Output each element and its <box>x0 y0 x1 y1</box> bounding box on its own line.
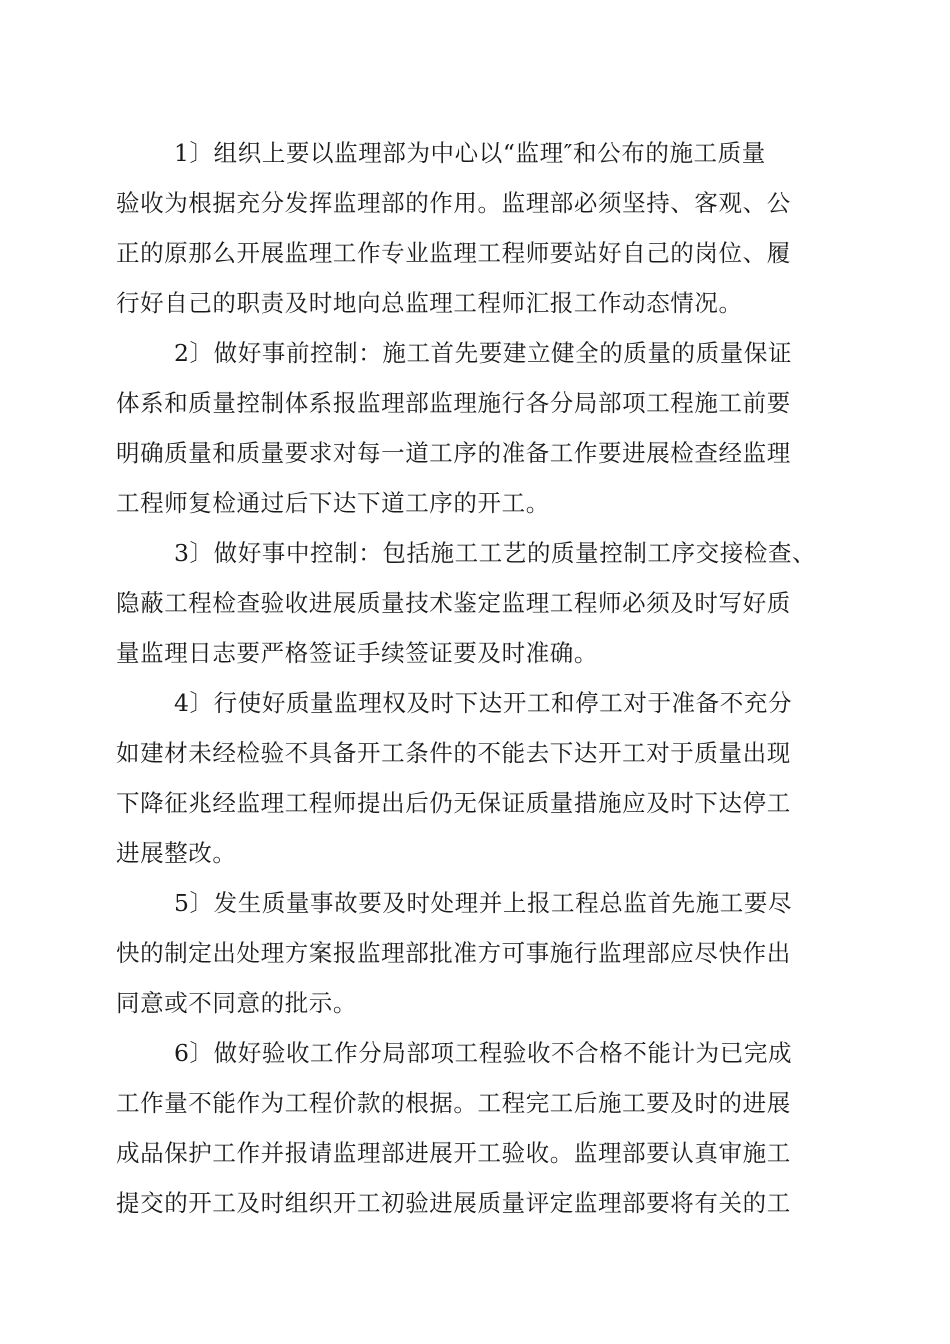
paragraph-line: 4〕行使好质量监理权及时下达开工和停工对于准备不充分 <box>174 689 793 717</box>
paragraph-line: 工作量不能作为工程价款的根据。工程完工后施工要及时的进展 <box>116 1089 791 1117</box>
paragraph-line: 2〕做好事前控制：施工首先要建立健全的质量的质量保证 <box>174 339 793 367</box>
paragraph-line: 3〕做好事中控制：包括施工工艺的质量控制工序交接检查、 <box>174 539 817 567</box>
paragraph-3 <box>116 528 840 678</box>
paragraph-line: 行好自己的职责及时地向总监理工程师汇报工作动态情况。 <box>116 289 743 317</box>
paragraph-line: 验收为根据充分发挥监理部的作用。监理部必须坚持、客观、公 <box>116 189 791 217</box>
paragraph-line: 提交的开工及时组织开工初验进展质量评定监理部要将有关的工 <box>116 1189 791 1217</box>
paragraph-line: 明确质量和质量要求对每一道工序的准备工作要进展检查经监理 <box>116 439 791 467</box>
paragraph-5 <box>116 878 840 1028</box>
paragraph-line: 体系和质量控制体系报监理部监理施行各分局部项工程施工前要 <box>116 389 791 417</box>
paragraph-2 <box>116 328 840 528</box>
paragraph-1 <box>116 128 840 328</box>
paragraph-line: 5〕发生质量事故要及时处理并上报工程总监首先施工要尽 <box>174 889 793 917</box>
paragraph-line: 成品保护工作并报请监理部进展开工验收。监理部要认真审施工 <box>116 1139 791 1167</box>
paragraph-line: 量监理日志要严格签证手续签证要及时准确。 <box>116 639 598 667</box>
paragraph-6 <box>116 1028 840 1228</box>
paragraph-line: 1〕组织上要以监理部为中心以“监理″和公布的施工质量 <box>174 139 766 167</box>
paragraph-4 <box>116 678 840 878</box>
paragraph-line: 如建材未经检验不具备开工条件的不能去下达开工对于质量出现 <box>116 739 791 767</box>
paragraph-line: 下降征兆经监理工程师提出后仍无保证质量措施应及时下达停工 <box>116 789 791 817</box>
paragraph-line: 快的制定出处理方案报监理部批准方可事施行监理部应尽快作出 <box>116 939 791 967</box>
paragraph-line: 工程师复检通过后下达下道工序的开工。 <box>116 489 550 517</box>
paragraph-line: 正的原那么开展监理工作专业监理工程师要站好自己的岗位、履 <box>116 239 791 267</box>
paragraph-line: 6〕做好验收工作分局部项工程验收不合格不能计为已完成 <box>174 1039 793 1067</box>
document-body <box>116 128 840 1228</box>
paragraph-line: 隐蔽工程检查验收进展质量技术鉴定监理工程师必须及时写好质 <box>116 589 791 617</box>
paragraph-line: 进展整改。 <box>116 839 237 867</box>
paragraph-line: 同意或不同意的批示。 <box>116 989 357 1017</box>
